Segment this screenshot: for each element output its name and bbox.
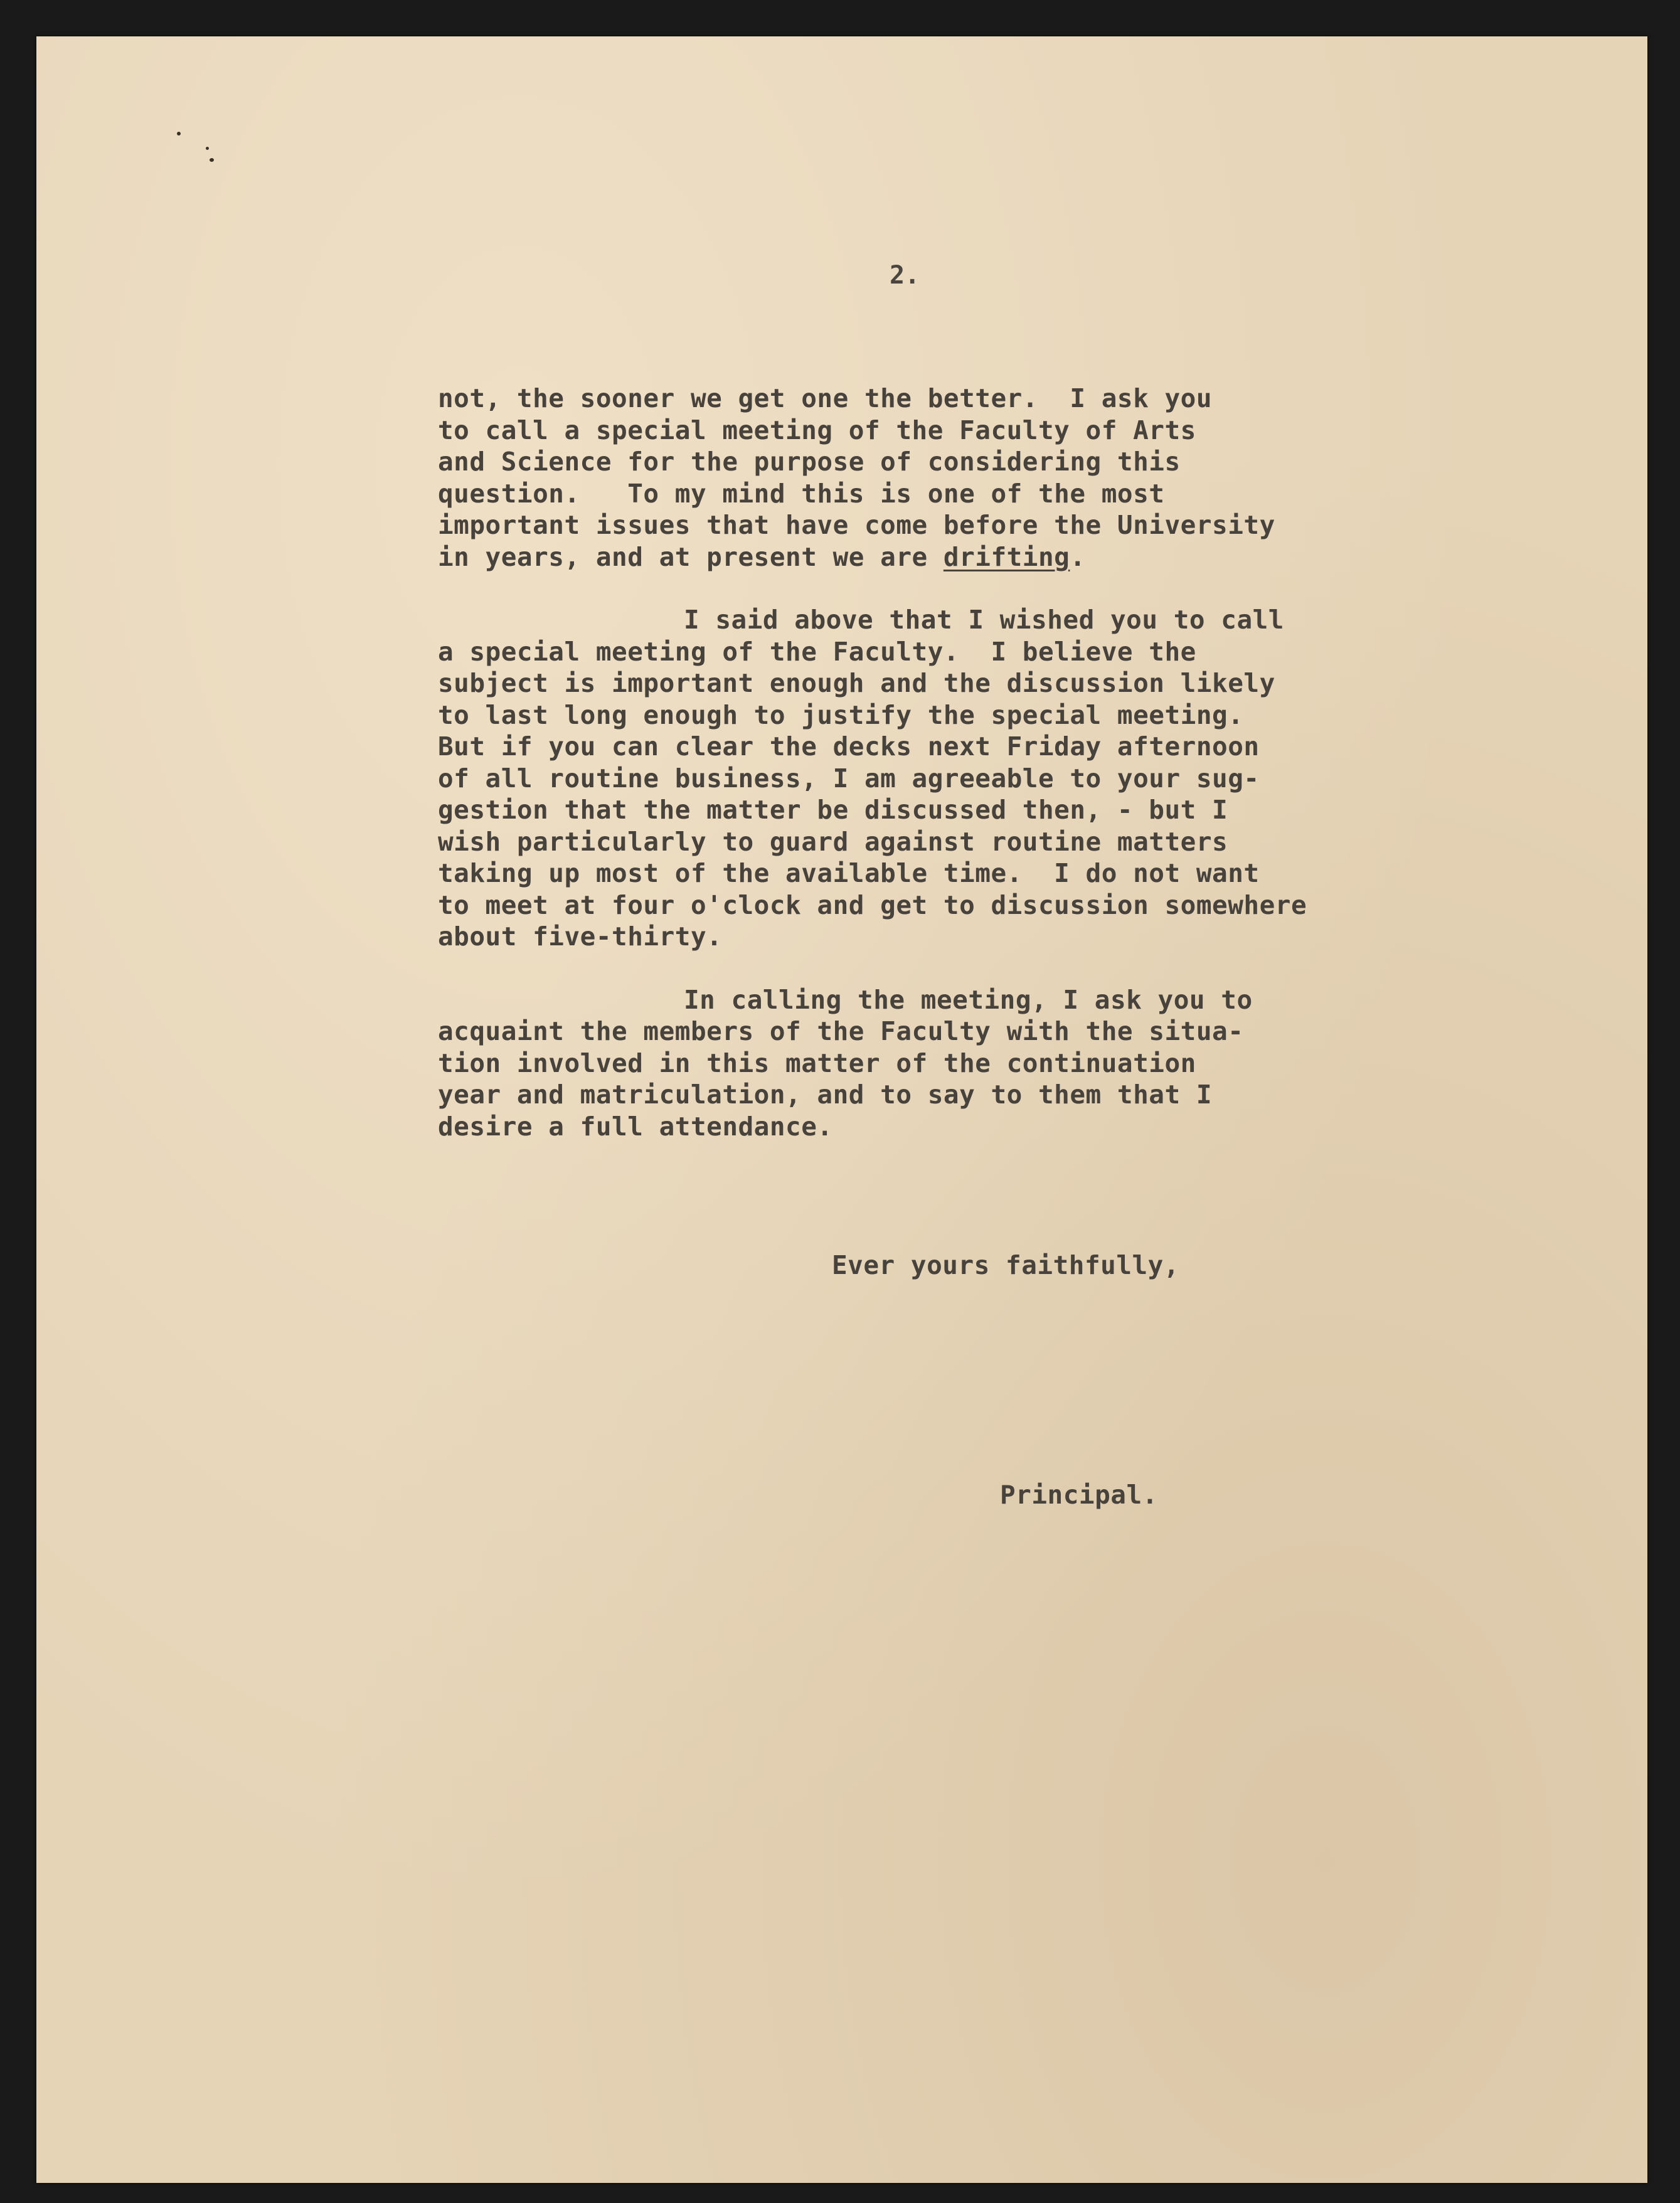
emphasized-word: drifting: [943, 541, 1070, 572]
text-line: I said above that I wished you to call: [684, 605, 1284, 635]
complimentary-close: Ever yours faithfully,: [832, 1250, 1180, 1280]
text-line: to last long enough to justify the special meeting.: [438, 699, 1244, 730]
text-line: year and matriculation, and to say to them that I: [438, 1080, 1213, 1110]
text-line: But if you can clear the decks next Friday afternoon: [438, 731, 1260, 762]
text-line: tion involved in this matter of the continuation: [438, 1048, 1196, 1078]
ink-speck: [177, 132, 181, 135]
page-number: 2.: [890, 261, 920, 290]
sentence-end: .: [1070, 541, 1086, 572]
text-line: In calling the meeting, I ask you to: [684, 984, 1253, 1015]
text-line: desire a full attendance.: [438, 1111, 833, 1142]
letter-body: [438, 383, 1529, 1174]
text-line: taking up most of the available time. I do not want: [438, 858, 1260, 888]
text-line: a special meeting of the Faculty. I believe the: [438, 636, 1196, 667]
text-line: question. To my mind this is one of the most: [438, 478, 1165, 509]
text-line: wish particularly to guard against routine matters: [438, 826, 1228, 857]
text-line: acquaint the members of the Faculty with the situa-: [438, 1016, 1244, 1046]
text-line-with-emphasis: [438, 541, 1529, 573]
text-line: and Science for the purpose of considering this: [438, 447, 1181, 477]
text-line: to call a special meeting of the Faculty of Arts: [438, 415, 1196, 445]
paragraph-3: [438, 984, 1529, 1143]
ink-speck: [210, 158, 214, 162]
text-line: not, the sooner we get one the better. I ask you: [438, 383, 1213, 413]
text-line: in years, and at present we are: [438, 541, 944, 572]
text-line: about five-thirty.: [438, 921, 723, 952]
text-line: of all routine business, I am agreeable to your sug-: [438, 763, 1260, 794]
signature-title: Principal.: [1000, 1480, 1158, 1510]
text-line: important issues that have come before the University: [438, 510, 1275, 540]
paragraph-2: [438, 604, 1529, 953]
paragraph-1: [438, 383, 1529, 573]
text-line: gestion that the matter be discussed then, - but I: [438, 795, 1228, 825]
ink-speck: [206, 147, 209, 150]
text-line: to meet at four o'clock and get to discussion somewhere: [438, 889, 1307, 920]
text-line: subject is important enough and the discussion likely: [438, 668, 1275, 698]
